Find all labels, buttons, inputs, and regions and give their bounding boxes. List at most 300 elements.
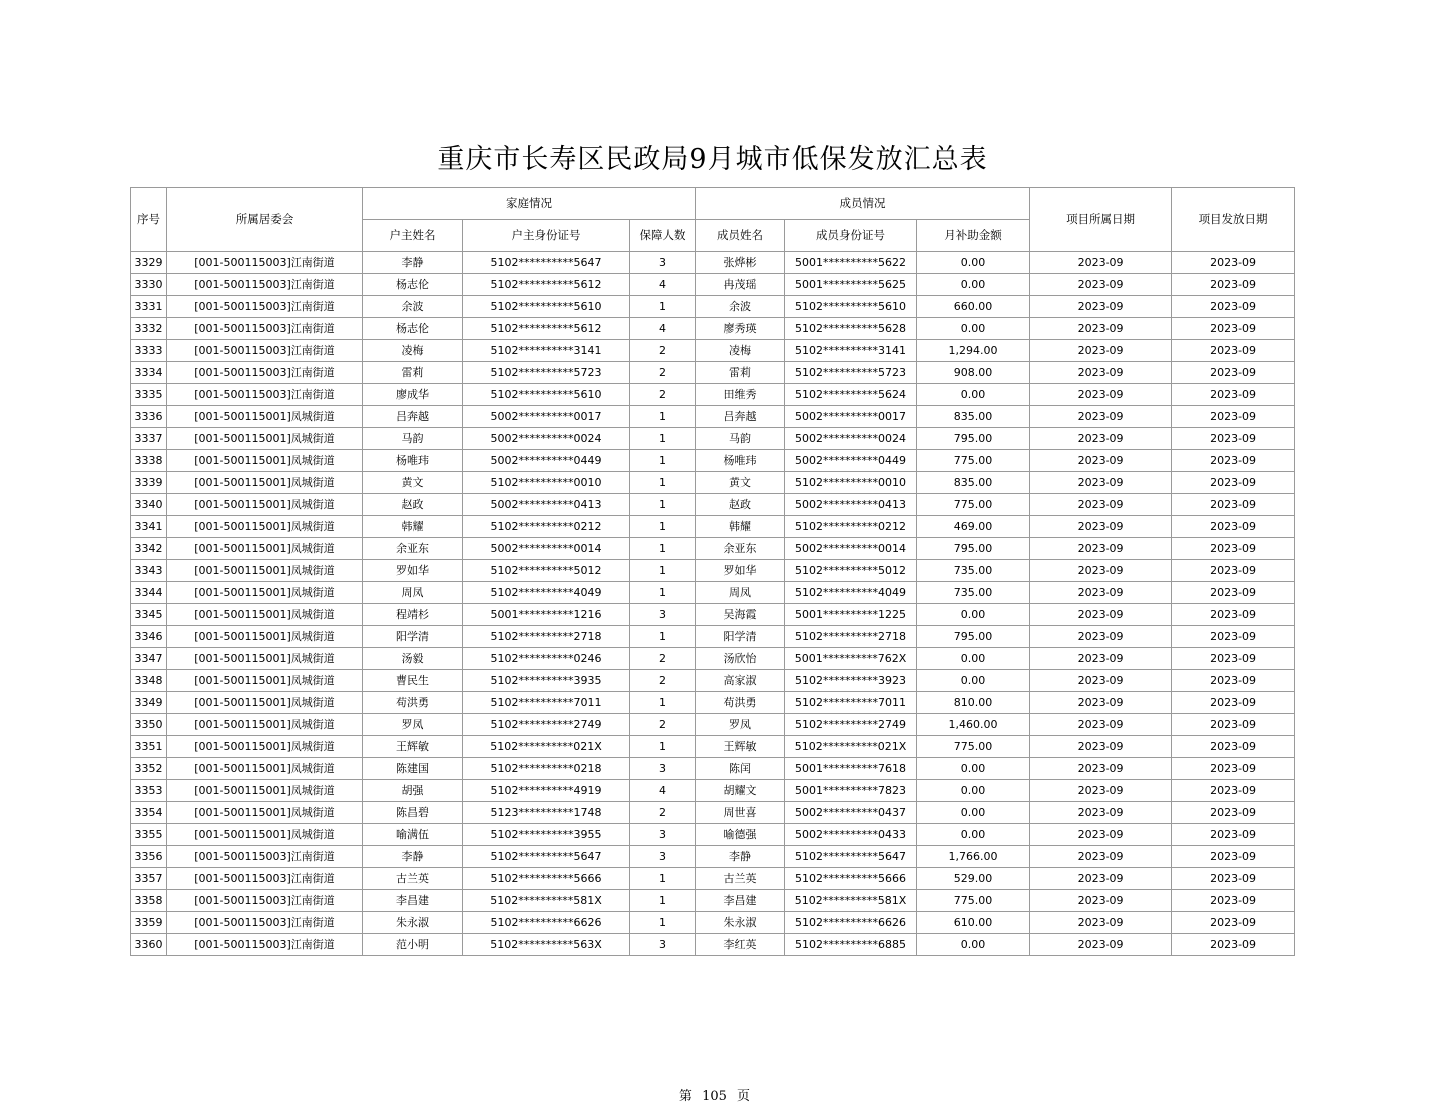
- member-id-cell: 5001**********7823: [785, 780, 917, 802]
- table-row: [131, 428, 1295, 450]
- member-name-cell: 雷莉: [696, 362, 785, 384]
- project-date-cell: 2023-09: [1030, 406, 1172, 428]
- head-name-cell: 李昌建: [363, 890, 463, 912]
- project-date-cell: 2023-09: [1030, 362, 1172, 384]
- member-name-cell: 余波: [696, 296, 785, 318]
- project-date-cell: 2023-09: [1030, 714, 1172, 736]
- seq-cell: 3342: [131, 538, 167, 560]
- member-id-cell: 5001**********762X: [785, 648, 917, 670]
- head-name-cell: 周凤: [363, 582, 463, 604]
- head-name-cell: 韩耀: [363, 516, 463, 538]
- table-row: [131, 934, 1295, 956]
- header-member-group: 成员情况: [696, 188, 1030, 220]
- member-id-cell: 5102**********3141: [785, 340, 917, 362]
- table-row: [131, 868, 1295, 890]
- monthly-amount-cell: 0.00: [917, 252, 1030, 274]
- member-id-cell: 5102**********5647: [785, 846, 917, 868]
- member-id-cell: 5001**********7618: [785, 758, 917, 780]
- project-date-cell: 2023-09: [1030, 912, 1172, 934]
- member-name-cell: 田维秀: [696, 384, 785, 406]
- committee-cell: [001-500115001]凤城街道: [167, 692, 363, 714]
- table-row: [131, 648, 1295, 670]
- insured-count-cell: 1: [630, 912, 696, 934]
- page-footer: [0, 1085, 1429, 1104]
- head-id-cell: 5102**********0212: [463, 516, 630, 538]
- member-name-cell: 李昌建: [696, 890, 785, 912]
- project-date-cell: 2023-09: [1030, 472, 1172, 494]
- monthly-amount-cell: 795.00: [917, 626, 1030, 648]
- seq-cell: 3346: [131, 626, 167, 648]
- seq-cell: 3355: [131, 824, 167, 846]
- head-id-cell: 5102**********5666: [463, 868, 630, 890]
- head-name-cell: 汤毅: [363, 648, 463, 670]
- project-date-cell: 2023-09: [1030, 384, 1172, 406]
- issue-date-cell: 2023-09: [1172, 934, 1295, 956]
- committee-cell: [001-500115003]江南街道: [167, 362, 363, 384]
- seq-cell: 3345: [131, 604, 167, 626]
- table-row: [131, 274, 1295, 296]
- insured-count-cell: 2: [630, 802, 696, 824]
- member-name-cell: 罗如华: [696, 560, 785, 582]
- issue-date-cell: 2023-09: [1172, 494, 1295, 516]
- member-name-cell: 王辉敏: [696, 736, 785, 758]
- monthly-amount-cell: 0.00: [917, 934, 1030, 956]
- head-name-cell: 范小明: [363, 934, 463, 956]
- project-date-cell: 2023-09: [1030, 516, 1172, 538]
- committee-cell: [001-500115001]凤城街道: [167, 428, 363, 450]
- member-name-cell: 汤欣怡: [696, 648, 785, 670]
- member-name-cell: 李静: [696, 846, 785, 868]
- issue-date-cell: 2023-09: [1172, 868, 1295, 890]
- monthly-amount-cell: 810.00: [917, 692, 1030, 714]
- seq-cell: 3350: [131, 714, 167, 736]
- member-id-cell: 5102**********6885: [785, 934, 917, 956]
- issue-date-cell: 2023-09: [1172, 450, 1295, 472]
- monthly-amount-cell: 0.00: [917, 824, 1030, 846]
- table-row: [131, 472, 1295, 494]
- member-name-cell: 凌梅: [696, 340, 785, 362]
- head-id-cell: 5002**********0449: [463, 450, 630, 472]
- head-id-cell: 5102**********5612: [463, 318, 630, 340]
- head-name-cell: 吕奔越: [363, 406, 463, 428]
- project-date-cell: 2023-09: [1030, 670, 1172, 692]
- header-seq: 序号: [131, 188, 167, 252]
- committee-cell: [001-500115003]江南街道: [167, 846, 363, 868]
- head-id-cell: 5102**********6626: [463, 912, 630, 934]
- member-name-cell: 高家淑: [696, 670, 785, 692]
- insured-count-cell: 1: [630, 692, 696, 714]
- head-id-cell: 5102**********5012: [463, 560, 630, 582]
- page-title: 重庆市长寿区民政局9月城市低保发放汇总表: [437, 144, 988, 175]
- table-row: [131, 318, 1295, 340]
- committee-cell: [001-500115001]凤城街道: [167, 538, 363, 560]
- header-head-id: 户主身份证号: [463, 220, 630, 252]
- insured-count-cell: 2: [630, 648, 696, 670]
- monthly-amount-cell: 735.00: [917, 582, 1030, 604]
- seq-cell: 3329: [131, 252, 167, 274]
- seq-cell: 3333: [131, 340, 167, 362]
- insured-count-cell: 1: [630, 582, 696, 604]
- monthly-amount-cell: 0.00: [917, 604, 1030, 626]
- monthly-amount-cell: 775.00: [917, 890, 1030, 912]
- committee-cell: [001-500115003]江南街道: [167, 274, 363, 296]
- member-name-cell: 马韵: [696, 428, 785, 450]
- committee-cell: [001-500115001]凤城街道: [167, 758, 363, 780]
- committee-cell: [001-500115001]凤城街道: [167, 516, 363, 538]
- monthly-amount-cell: 0.00: [917, 648, 1030, 670]
- head-id-cell: 5102**********2718: [463, 626, 630, 648]
- head-id-cell: 5102**********4919: [463, 780, 630, 802]
- monthly-amount-cell: 0.00: [917, 384, 1030, 406]
- head-name-cell: 程靖杉: [363, 604, 463, 626]
- monthly-amount-cell: 0.00: [917, 318, 1030, 340]
- monthly-amount-cell: 735.00: [917, 560, 1030, 582]
- seq-cell: 3354: [131, 802, 167, 824]
- table-row: [131, 384, 1295, 406]
- head-name-cell: 曹民生: [363, 670, 463, 692]
- table-row: [131, 494, 1295, 516]
- head-id-cell: 5102**********0246: [463, 648, 630, 670]
- header-monthly-amount: 月补助金额: [917, 220, 1030, 252]
- seq-cell: 3353: [131, 780, 167, 802]
- insured-count-cell: 3: [630, 824, 696, 846]
- header-committee: 所属居委会: [167, 188, 363, 252]
- member-name-cell: 罗凤: [696, 714, 785, 736]
- head-id-cell: 5102**********5610: [463, 384, 630, 406]
- header-head-name: 户主姓名: [363, 220, 463, 252]
- table-row: [131, 626, 1295, 648]
- committee-cell: [001-500115001]凤城街道: [167, 494, 363, 516]
- project-date-cell: 2023-09: [1030, 824, 1172, 846]
- head-id-cell: 5102**********3935: [463, 670, 630, 692]
- member-id-cell: 5102**********581X: [785, 890, 917, 912]
- seq-cell: 3356: [131, 846, 167, 868]
- member-id-cell: 5102**********5628: [785, 318, 917, 340]
- seq-cell: 3340: [131, 494, 167, 516]
- table-row: [131, 582, 1295, 604]
- member-name-cell: 阳学清: [696, 626, 785, 648]
- head-id-cell: 5002**********0014: [463, 538, 630, 560]
- head-name-cell: 王辉敏: [363, 736, 463, 758]
- issue-date-cell: 2023-09: [1172, 340, 1295, 362]
- member-id-cell: 5002**********0433: [785, 824, 917, 846]
- committee-cell: [001-500115003]江南街道: [167, 890, 363, 912]
- seq-cell: 3341: [131, 516, 167, 538]
- member-name-cell: 胡耀文: [696, 780, 785, 802]
- committee-cell: [001-500115003]江南街道: [167, 384, 363, 406]
- monthly-amount-cell: 795.00: [917, 538, 1030, 560]
- head-id-cell: 5102**********0010: [463, 472, 630, 494]
- monthly-amount-cell: 835.00: [917, 472, 1030, 494]
- seq-cell: 3332: [131, 318, 167, 340]
- monthly-amount-cell: 0.00: [917, 670, 1030, 692]
- insured-count-cell: 1: [630, 868, 696, 890]
- member-name-cell: 赵政: [696, 494, 785, 516]
- seq-cell: 3360: [131, 934, 167, 956]
- table-row: [131, 516, 1295, 538]
- issue-date-cell: 2023-09: [1172, 692, 1295, 714]
- header-member-name: 成员姓名: [696, 220, 785, 252]
- head-name-cell: 廖成华: [363, 384, 463, 406]
- issue-date-cell: 2023-09: [1172, 670, 1295, 692]
- insured-count-cell: 4: [630, 318, 696, 340]
- table-row: [131, 406, 1295, 428]
- project-date-cell: 2023-09: [1030, 538, 1172, 560]
- table-row: [131, 714, 1295, 736]
- member-id-cell: 5102**********5012: [785, 560, 917, 582]
- insured-count-cell: 1: [630, 736, 696, 758]
- project-date-cell: 2023-09: [1030, 934, 1172, 956]
- insured-count-cell: 3: [630, 758, 696, 780]
- project-date-cell: 2023-09: [1030, 648, 1172, 670]
- member-id-cell: 5102**********2718: [785, 626, 917, 648]
- table-row: [131, 560, 1295, 582]
- table-row: [131, 538, 1295, 560]
- insured-count-cell: 4: [630, 780, 696, 802]
- table-row: [131, 802, 1295, 824]
- insured-count-cell: 3: [630, 252, 696, 274]
- footer-suffix: 页: [737, 1089, 751, 1104]
- head-id-cell: 5102**********3141: [463, 340, 630, 362]
- project-date-cell: 2023-09: [1030, 318, 1172, 340]
- committee-cell: [001-500115001]凤城街道: [167, 648, 363, 670]
- table-row: [131, 890, 1295, 912]
- head-name-cell: 罗凤: [363, 714, 463, 736]
- committee-cell: [001-500115003]江南街道: [167, 340, 363, 362]
- seq-cell: 3334: [131, 362, 167, 384]
- member-id-cell: 5102**********3923: [785, 670, 917, 692]
- table-row: [131, 758, 1295, 780]
- head-name-cell: 古兰英: [363, 868, 463, 890]
- issue-date-cell: 2023-09: [1172, 428, 1295, 450]
- table-row: [131, 296, 1295, 318]
- monthly-amount-cell: 775.00: [917, 494, 1030, 516]
- issue-date-cell: 2023-09: [1172, 582, 1295, 604]
- committee-cell: [001-500115001]凤城街道: [167, 604, 363, 626]
- head-id-cell: 5002**********0024: [463, 428, 630, 450]
- issue-date-cell: 2023-09: [1172, 384, 1295, 406]
- issue-date-cell: 2023-09: [1172, 318, 1295, 340]
- table-row: [131, 824, 1295, 846]
- seq-cell: 3352: [131, 758, 167, 780]
- monthly-amount-cell: 660.00: [917, 296, 1030, 318]
- head-id-cell: 5102**********563X: [463, 934, 630, 956]
- insured-count-cell: 2: [630, 340, 696, 362]
- monthly-amount-cell: 1,460.00: [917, 714, 1030, 736]
- insured-count-cell: 4: [630, 274, 696, 296]
- issue-date-cell: 2023-09: [1172, 912, 1295, 934]
- monthly-amount-cell: 0.00: [917, 274, 1030, 296]
- insured-count-cell: 1: [630, 472, 696, 494]
- head-name-cell: 雷莉: [363, 362, 463, 384]
- project-date-cell: 2023-09: [1030, 626, 1172, 648]
- insured-count-cell: 2: [630, 670, 696, 692]
- project-date-cell: 2023-09: [1030, 736, 1172, 758]
- member-id-cell: 5001**********5622: [785, 252, 917, 274]
- head-name-cell: 喻满伍: [363, 824, 463, 846]
- member-name-cell: 吕奔越: [696, 406, 785, 428]
- head-id-cell: 5102**********0218: [463, 758, 630, 780]
- member-id-cell: 5102**********5723: [785, 362, 917, 384]
- issue-date-cell: 2023-09: [1172, 560, 1295, 582]
- head-id-cell: 5102**********2749: [463, 714, 630, 736]
- insured-count-cell: 1: [630, 296, 696, 318]
- committee-cell: [001-500115001]凤城街道: [167, 626, 363, 648]
- monthly-amount-cell: 0.00: [917, 780, 1030, 802]
- member-name-cell: 张烨彬: [696, 252, 785, 274]
- header-project-date: 项目所属日期: [1030, 188, 1172, 252]
- head-name-cell: 阳学清: [363, 626, 463, 648]
- table-row: [131, 362, 1295, 384]
- head-id-cell: 5002**********0413: [463, 494, 630, 516]
- issue-date-cell: 2023-09: [1172, 362, 1295, 384]
- committee-cell: [001-500115001]凤城街道: [167, 824, 363, 846]
- member-name-cell: 朱永淑: [696, 912, 785, 934]
- seq-cell: 3348: [131, 670, 167, 692]
- project-date-cell: 2023-09: [1030, 494, 1172, 516]
- seq-cell: 3357: [131, 868, 167, 890]
- committee-cell: [001-500115003]江南街道: [167, 912, 363, 934]
- project-date-cell: 2023-09: [1030, 296, 1172, 318]
- committee-cell: [001-500115001]凤城街道: [167, 582, 363, 604]
- head-id-cell: 5102**********5647: [463, 252, 630, 274]
- head-name-cell: 陈昌碧: [363, 802, 463, 824]
- project-date-cell: 2023-09: [1030, 560, 1172, 582]
- project-date-cell: 2023-09: [1030, 604, 1172, 626]
- member-id-cell: 5002**********0017: [785, 406, 917, 428]
- project-date-cell: 2023-09: [1030, 846, 1172, 868]
- project-date-cell: 2023-09: [1030, 274, 1172, 296]
- header-family-group: 家庭情况: [363, 188, 696, 220]
- head-id-cell: 5102**********581X: [463, 890, 630, 912]
- head-id-cell: 5102**********7011: [463, 692, 630, 714]
- seq-cell: 3344: [131, 582, 167, 604]
- project-date-cell: 2023-09: [1030, 890, 1172, 912]
- seq-cell: 3338: [131, 450, 167, 472]
- insured-count-cell: 2: [630, 714, 696, 736]
- insured-count-cell: 1: [630, 626, 696, 648]
- monthly-amount-cell: 469.00: [917, 516, 1030, 538]
- insured-count-cell: 3: [630, 846, 696, 868]
- header-issue-date: 项目发放日期: [1172, 188, 1295, 252]
- project-date-cell: 2023-09: [1030, 758, 1172, 780]
- member-id-cell: 5102**********5610: [785, 296, 917, 318]
- committee-cell: [001-500115001]凤城街道: [167, 406, 363, 428]
- table-row: [131, 692, 1295, 714]
- member-name-cell: 周世喜: [696, 802, 785, 824]
- head-id-cell: 5102**********3955: [463, 824, 630, 846]
- issue-date-cell: 2023-09: [1172, 604, 1295, 626]
- header-member-id: 成员身份证号: [785, 220, 917, 252]
- member-id-cell: 5001**********5625: [785, 274, 917, 296]
- member-id-cell: 5002**********0413: [785, 494, 917, 516]
- insured-count-cell: 1: [630, 406, 696, 428]
- member-id-cell: 5002**********0437: [785, 802, 917, 824]
- head-name-cell: 赵政: [363, 494, 463, 516]
- issue-date-cell: 2023-09: [1172, 780, 1295, 802]
- issue-date-cell: 2023-09: [1172, 824, 1295, 846]
- committee-cell: [001-500115001]凤城街道: [167, 714, 363, 736]
- project-date-cell: 2023-09: [1030, 450, 1172, 472]
- project-date-cell: 2023-09: [1030, 802, 1172, 824]
- member-name-cell: 陈闰: [696, 758, 785, 780]
- insured-count-cell: 3: [630, 604, 696, 626]
- member-name-cell: 周凤: [696, 582, 785, 604]
- head-id-cell: 5102**********5647: [463, 846, 630, 868]
- project-date-cell: 2023-09: [1030, 692, 1172, 714]
- committee-cell: [001-500115001]凤城街道: [167, 780, 363, 802]
- issue-date-cell: 2023-09: [1172, 472, 1295, 494]
- insured-count-cell: 1: [630, 890, 696, 912]
- committee-cell: [001-500115003]江南街道: [167, 318, 363, 340]
- issue-date-cell: 2023-09: [1172, 714, 1295, 736]
- project-date-cell: 2023-09: [1030, 428, 1172, 450]
- seq-cell: 3336: [131, 406, 167, 428]
- member-id-cell: 5002**********0014: [785, 538, 917, 560]
- member-id-cell: 5102**********2749: [785, 714, 917, 736]
- member-name-cell: 苟洪勇: [696, 692, 785, 714]
- page-number: 105: [702, 1089, 727, 1104]
- head-id-cell: 5002**********0017: [463, 406, 630, 428]
- member-name-cell: 韩耀: [696, 516, 785, 538]
- head-name-cell: 李静: [363, 846, 463, 868]
- issue-date-cell: 2023-09: [1172, 516, 1295, 538]
- project-date-cell: 2023-09: [1030, 582, 1172, 604]
- seq-cell: 3351: [131, 736, 167, 758]
- monthly-amount-cell: 529.00: [917, 868, 1030, 890]
- monthly-amount-cell: 908.00: [917, 362, 1030, 384]
- head-id-cell: 5102**********5610: [463, 296, 630, 318]
- table-row: [131, 340, 1295, 362]
- monthly-amount-cell: 835.00: [917, 406, 1030, 428]
- committee-cell: [001-500115001]凤城街道: [167, 802, 363, 824]
- project-date-cell: 2023-09: [1030, 868, 1172, 890]
- member-name-cell: 冉茂瑶: [696, 274, 785, 296]
- monthly-amount-cell: 0.00: [917, 802, 1030, 824]
- insured-count-cell: 1: [630, 428, 696, 450]
- head-name-cell: 杨唯玮: [363, 450, 463, 472]
- monthly-amount-cell: 1,766.00: [917, 846, 1030, 868]
- issue-date-cell: 2023-09: [1172, 648, 1295, 670]
- table-row: [131, 912, 1295, 934]
- member-id-cell: 5002**********0449: [785, 450, 917, 472]
- seq-cell: 3339: [131, 472, 167, 494]
- seq-cell: 3330: [131, 274, 167, 296]
- head-id-cell: 5123**********1748: [463, 802, 630, 824]
- head-name-cell: 李静: [363, 252, 463, 274]
- monthly-amount-cell: 775.00: [917, 450, 1030, 472]
- member-id-cell: 5102**********6626: [785, 912, 917, 934]
- issue-date-cell: 2023-09: [1172, 252, 1295, 274]
- member-name-cell: 黄文: [696, 472, 785, 494]
- seq-cell: 3347: [131, 648, 167, 670]
- committee-cell: [001-500115001]凤城街道: [167, 736, 363, 758]
- insured-count-cell: 2: [630, 362, 696, 384]
- member-id-cell: 5102**********0010: [785, 472, 917, 494]
- committee-cell: [001-500115003]江南街道: [167, 934, 363, 956]
- relief-summary-table: [130, 187, 1295, 956]
- member-name-cell: 吴海霞: [696, 604, 785, 626]
- monthly-amount-cell: 0.00: [917, 758, 1030, 780]
- issue-date-cell: 2023-09: [1172, 538, 1295, 560]
- head-id-cell: 5102**********021X: [463, 736, 630, 758]
- head-name-cell: 杨志伦: [363, 318, 463, 340]
- project-date-cell: 2023-09: [1030, 780, 1172, 802]
- member-name-cell: 余亚东: [696, 538, 785, 560]
- monthly-amount-cell: 775.00: [917, 736, 1030, 758]
- issue-date-cell: 2023-09: [1172, 758, 1295, 780]
- head-name-cell: 罗如华: [363, 560, 463, 582]
